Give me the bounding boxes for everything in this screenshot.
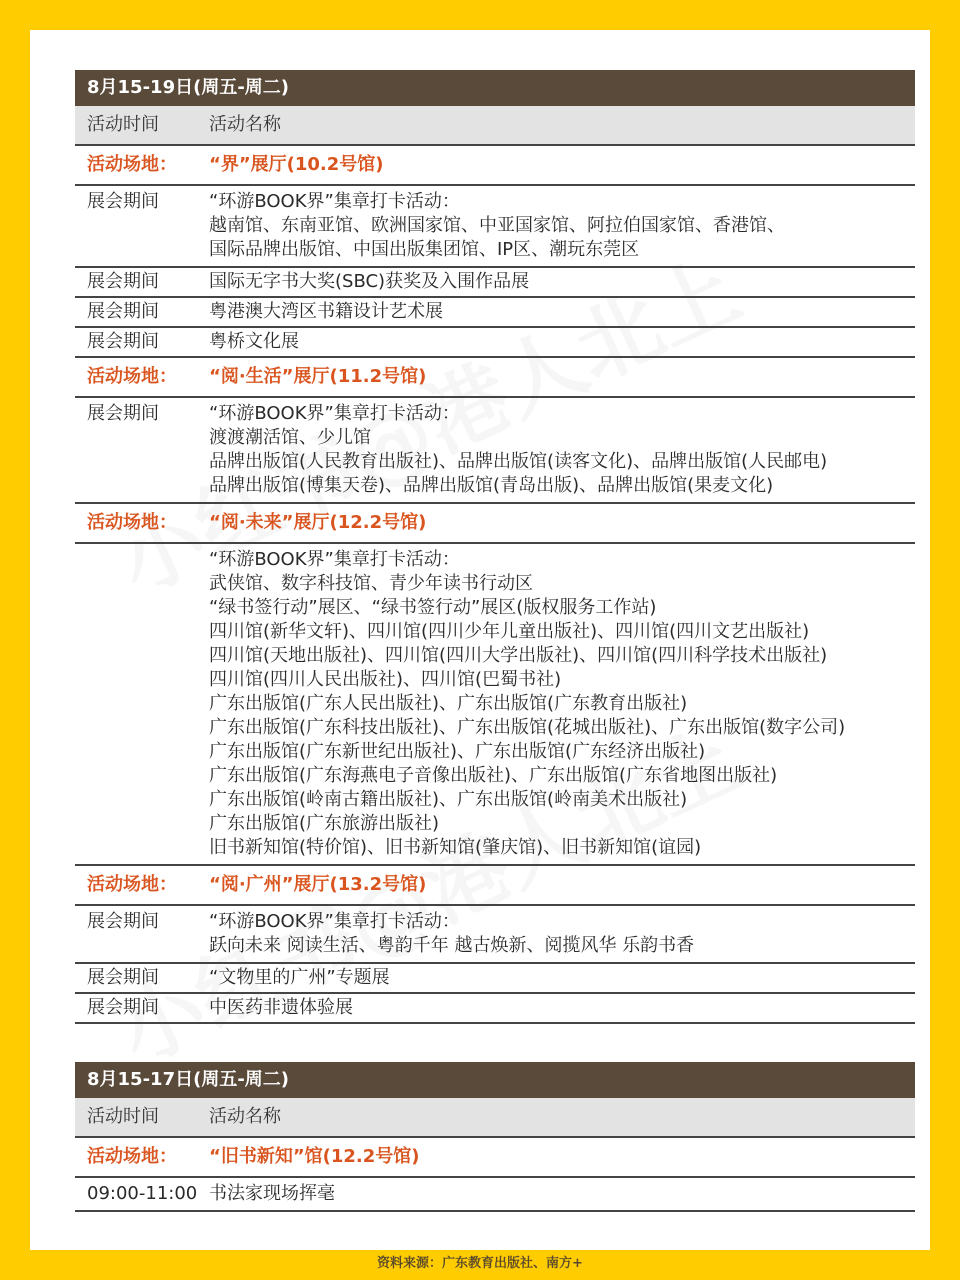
column-header-row: [75, 1098, 915, 1138]
table-row: [75, 328, 915, 358]
column-header-row: [75, 106, 915, 146]
activity-line: 广东出版馆(广东海燕电子音像出版社)、广东出版馆(广东省地图出版社): [209, 765, 778, 786]
venue-row: [75, 504, 915, 544]
activity-line: 广东出版馆(广东科技出版社)、广东出版馆(花城出版社)、广东出版馆(数字公司): [209, 717, 846, 738]
activity-line: 广东出版馆(岭南古籍出版社)、广东出版馆(岭南美术出版社): [209, 789, 688, 810]
venue-name: “阅·生活”展厅(11.2号馆): [209, 366, 427, 387]
activity-line: “文物里的广州”专题展: [209, 967, 390, 988]
venue-label: 活动场地：: [87, 1146, 177, 1167]
table-row: [75, 268, 915, 298]
table-row: [75, 994, 915, 1024]
table-row: [75, 298, 915, 328]
venue-name: “阅·广州”展厅(13.2号馆): [209, 874, 427, 895]
page-card: [30, 30, 930, 1250]
venue-row: [75, 1138, 915, 1178]
activity-line: “环游BOOK界”集章打卡活动：: [209, 911, 460, 932]
venue-name: “旧书新知”馆(12.2号馆): [209, 1146, 420, 1167]
schedule-table-2: [75, 1062, 915, 1212]
activity-line: 书法家现场挥毫: [209, 1183, 335, 1204]
row-activity: [209, 1182, 915, 1206]
row-time: 展会期间: [87, 191, 159, 212]
table-row: [75, 1178, 915, 1212]
row-time: 展会期间: [87, 331, 159, 352]
activity-line: 四川馆(四川人民出版社)、四川馆(巴蜀书社): [209, 669, 562, 690]
column-time-header: 活动时间: [87, 1106, 159, 1127]
activity-line: 渡渡潮活馆、少儿馆: [209, 427, 371, 448]
column-name-header: 活动名称: [209, 1106, 281, 1127]
venue-label: 活动场地：: [87, 512, 177, 533]
row-time: [75, 548, 209, 860]
venue-row: [75, 866, 915, 906]
table-row: [75, 398, 915, 504]
activity-line: 粤港澳大湾区书籍设计艺术展: [209, 301, 443, 322]
venue-label: 活动场地：: [87, 366, 177, 387]
activity-line: 广东出版馆(广东人民出版社)、广东出版馆(广东教育出版社): [209, 693, 688, 714]
venue-label: 活动场地：: [87, 874, 177, 895]
activity-line: 越南馆、东南亚馆、欧洲国家馆、中亚国家馆、阿拉伯国家馆、香港馆、: [209, 215, 785, 236]
table-date-header: 8月15-19日(周五-周二): [75, 70, 915, 106]
row-time: 展会期间: [87, 301, 159, 322]
row-activity: [209, 402, 915, 498]
row-time: 展会期间: [87, 967, 159, 988]
venue-row: [75, 358, 915, 398]
activity-line: 品牌出版馆(博集天卷)、品牌出版馆(青岛出版)、品牌出版馆(果麦文化): [209, 475, 774, 496]
row-activity: [209, 300, 915, 324]
venue-label: 活动场地：: [87, 154, 177, 175]
row-activity: [209, 548, 915, 860]
activity-line: 四川馆(天地出版社)、四川馆(四川大学出版社)、四川馆(四川科学技术出版社): [209, 645, 828, 666]
source-footer: 资料来源：广东教育出版社、南方+: [377, 1256, 583, 1271]
activity-line: 国际无字书大奖(SBC)获奖及入围作品展: [209, 271, 530, 292]
row-activity: [209, 270, 915, 294]
row-time: 展会期间: [87, 911, 159, 932]
row-time: 展会期间: [87, 403, 159, 424]
venue-row: [75, 146, 915, 186]
table-row: [75, 544, 915, 866]
schedule-table-1: [75, 70, 915, 1024]
activity-line: 武侠馆、数字科技馆、青少年读书行动区: [209, 573, 533, 594]
row-activity: [209, 996, 915, 1020]
row-activity: [209, 190, 915, 262]
activity-line: “环游BOOK界”集章打卡活动：: [209, 403, 460, 424]
column-name-header: 活动名称: [209, 114, 281, 135]
venue-name: “界”展厅(10.2号馆): [209, 154, 384, 175]
activity-line: 广东出版馆(广东新世纪出版社)、广东出版馆(广东经济出版社): [209, 741, 706, 762]
table-row: [75, 186, 915, 268]
row-activity: [209, 330, 915, 354]
activity-line: “环游BOOK界”集章打卡活动：: [209, 549, 460, 570]
row-time: 09:00-11:00: [87, 1183, 198, 1204]
activity-line: 品牌出版馆(人民教育出版社)、品牌出版馆(读客文化)、品牌出版馆(人民邮电): [209, 451, 828, 472]
table-date-header: 8月15-17日(周五-周二): [75, 1062, 915, 1098]
activity-line: “绿书签行动”展区、“绿书签行动”展区(版权服务工作站): [209, 597, 657, 618]
activity-line: 国际品牌出版馆、中国出版集团馆、IP区、潮玩东莞区: [209, 239, 640, 260]
table-row: [75, 906, 915, 964]
row-activity: [209, 966, 915, 990]
activity-line: 广东出版馆(广东旅游出版社): [209, 813, 440, 834]
activity-line: 粤桥文化展: [209, 331, 299, 352]
activity-line: 跃向未来 阅读生活、粤韵千年 越古焕新、阅揽风华 乐韵书香: [209, 935, 695, 956]
activity-line: “环游BOOK界”集章打卡活动：: [209, 191, 460, 212]
table-row: [75, 964, 915, 994]
column-time-header: 活动时间: [87, 114, 159, 135]
activity-line: 四川馆(新华文轩)、四川馆(四川少年儿童出版社)、四川馆(四川文艺出版社): [209, 621, 810, 642]
venue-name: “阅·未来”展厅(12.2号馆): [209, 512, 427, 533]
row-time: 展会期间: [87, 271, 159, 292]
row-time: 展会期间: [87, 997, 159, 1018]
row-activity: [209, 910, 915, 958]
activity-line: 中医药非遗体验展: [209, 997, 353, 1018]
activity-line: 旧书新知馆(特价馆)、旧书新知馆(肇庆馆)、旧书新知馆(谊园): [209, 837, 702, 858]
